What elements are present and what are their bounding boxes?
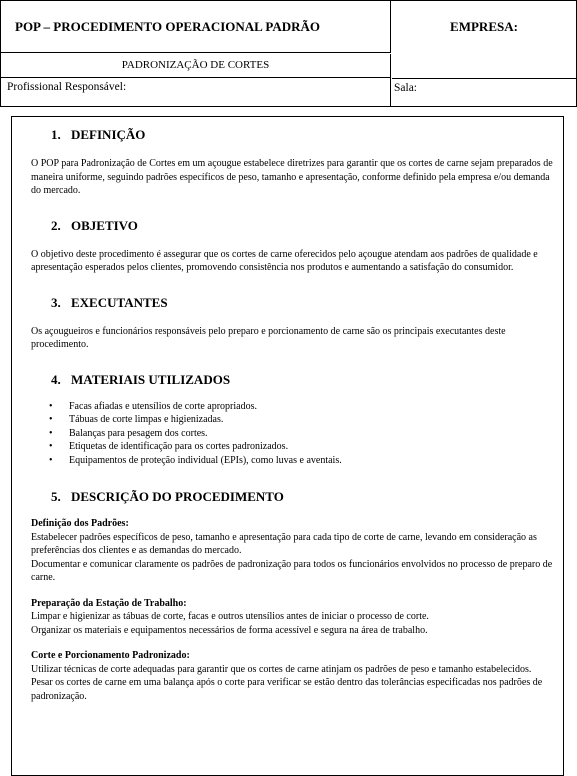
subsection-line: Documentar e comunicar claramente os padrões de padronização para todos os funcionários envolvidos no processo de preparo de carne. bbox=[31, 558, 553, 583]
list-item: • Facas afiadas e utensílios de corte apropriados. bbox=[69, 400, 553, 414]
document-subtitle: PADRONIZAÇÃO DE CORTES bbox=[1, 54, 391, 78]
list-item: • Tábuas de corte limpas e higienizadas. bbox=[69, 413, 553, 427]
subsection-title-padroes: Definição dos Padrões: bbox=[31, 518, 129, 529]
section-heading-descricao: 5. DESCRIÇÃO DO PROCEDIMENTO bbox=[51, 489, 284, 504]
section-text-executantes: Os açougueiros e funcionários responsáveis pelo preparo e porcionamento de carne são os principais executantes deste procedimento. bbox=[31, 325, 506, 350]
subsection-line: Pesar os cortes de carne em uma balança após o corte para verificar se estão dentro das tolerâncias especificadas nos padrões de padronização. bbox=[31, 677, 543, 702]
section-heading-objetivo: 2. OBJETIVO bbox=[51, 217, 138, 233]
section-heading-materiais: 4. MATERIAIS UTILIZADOS bbox=[51, 371, 231, 387]
document-content bbox=[31, 123, 553, 703]
document-header bbox=[0, 0, 577, 107]
empresa-label: EMPRESA: bbox=[450, 19, 518, 34]
subsection-title-corte: Corte e Porcionamento Padronizado: bbox=[31, 650, 190, 661]
document-title: POP – PROCEDIMENTO OPERACIONAL PADRÃO bbox=[1, 1, 391, 53]
list-item: • Balanças para pesagem dos cortes. bbox=[69, 427, 553, 441]
subsection-title-preparacao: Preparação da Estação de Trabalho: bbox=[31, 597, 187, 609]
responsavel-field: Profissional Responsável: bbox=[1, 78, 391, 106]
document-body bbox=[11, 116, 564, 776]
section-heading-definicao: 1. DEFINIÇÃO bbox=[51, 127, 146, 142]
subsection-line: Estabelecer padrões específicos de peso, tamanho e apresentação para cada tipo de corte de carne, levando em consideração as preferências dos clientes e as demandas do mercado. bbox=[31, 531, 537, 556]
subsection-line: Utilizar técnicas de corte adequadas para garantir que os cortes de carne atinjam os padrões de peso e tamanho estabelecidos. bbox=[31, 663, 532, 675]
materiais-list bbox=[31, 400, 553, 468]
section-text-definicao: O POP para Padronização de Cortes em um açougue estabelece diretrizes para garantir que os cortes de carne sejam preparados de maneira uniforme, seguindo padrões específicos de peso, tamanho e apresentação, conforme definido pela empresa e/ou demanda do mercado. bbox=[31, 158, 553, 196]
subsection-line: Limpar e higienizar as tábuas de corte, facas e outros utensílios antes de iniciar o processo de corte. bbox=[31, 611, 429, 622]
list-item: • Equipamentos de proteção individual (EPIs), como luvas e aventais. bbox=[69, 454, 553, 468]
list-item: • Etiquetas de identificação para os cortes padronizados. bbox=[69, 440, 553, 454]
sala-field: Sala: bbox=[392, 78, 576, 106]
subsection-line: Organizar os materiais e equipamentos necessários de forma acessível e segura na área de trabalho. bbox=[31, 624, 428, 636]
section-text-objetivo: O objetivo deste procedimento é assegurar que os cortes de carne oferecidos pelo açougue atendam aos padrões de qualidade e apresentação esperados pelos clientes, promovendo consistência nos produtos e aumentando a satisfação do consumidor. bbox=[31, 248, 538, 273]
section-heading-executantes: 3. EXECUTANTES bbox=[51, 294, 168, 310]
